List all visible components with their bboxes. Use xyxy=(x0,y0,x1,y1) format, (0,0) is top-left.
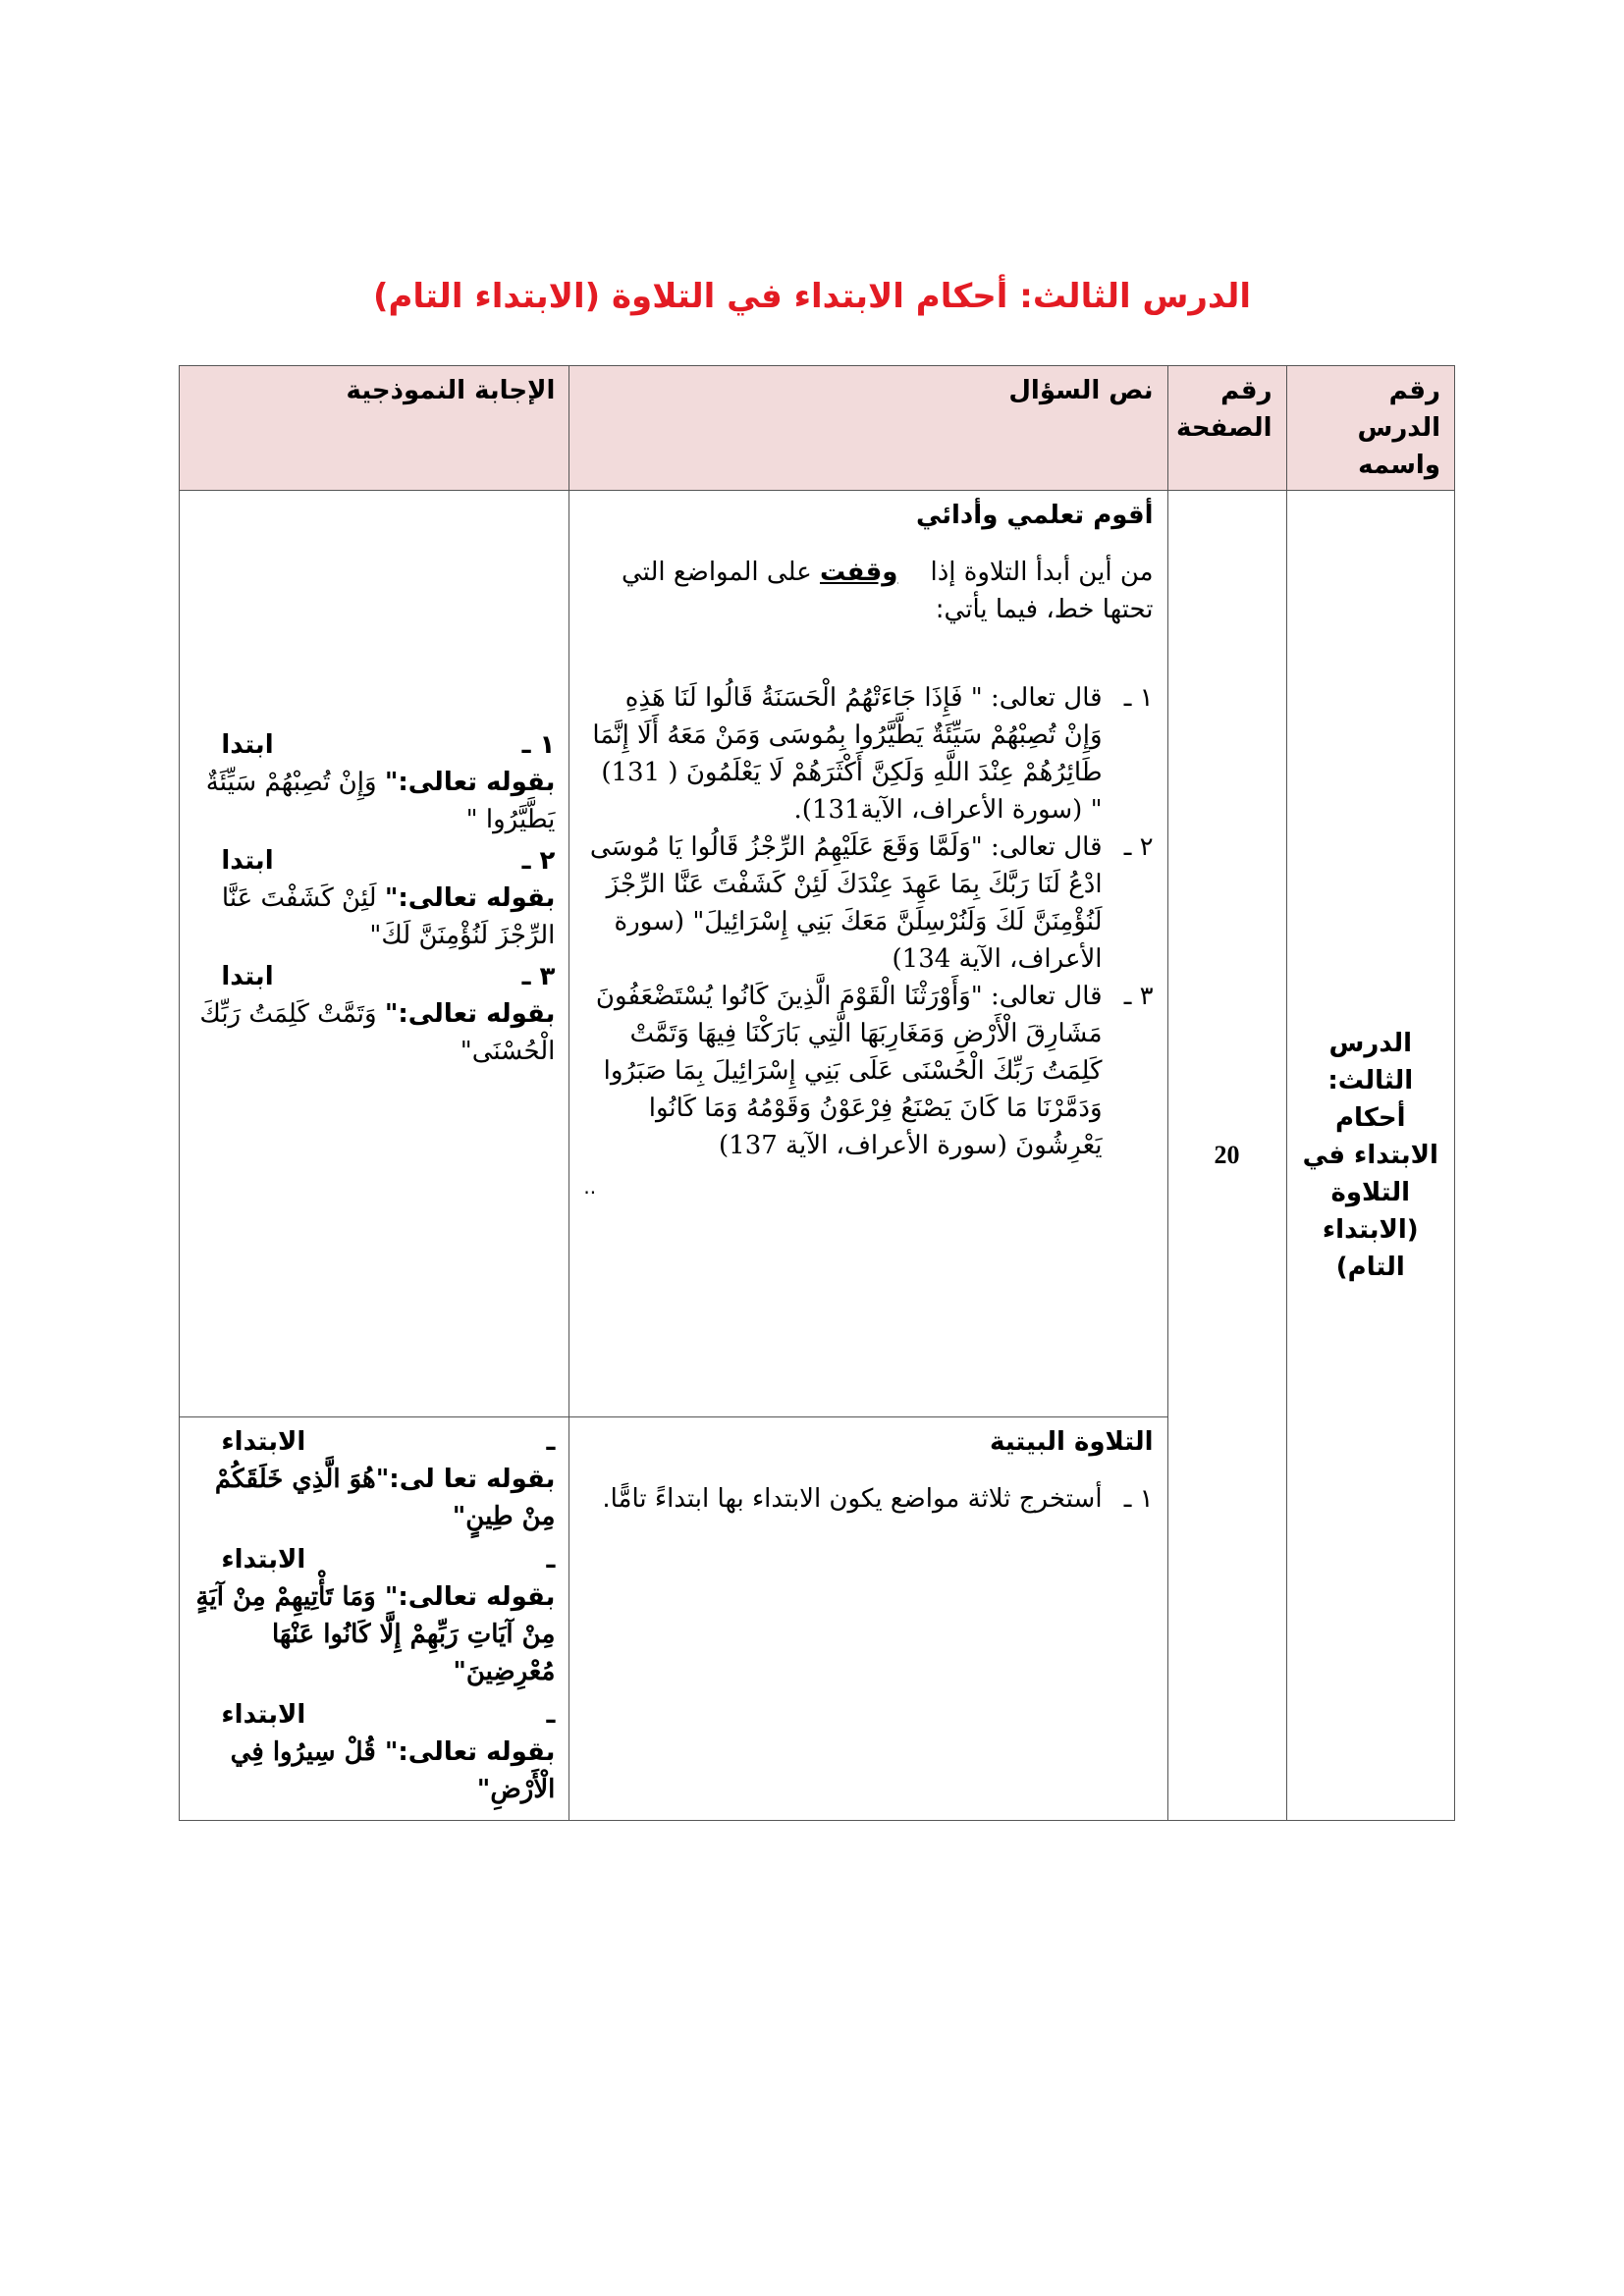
home-answer-item xyxy=(193,1696,555,1808)
intro-after: على المواضع التي تحتها خط، فيما يأتي: xyxy=(621,558,1154,624)
home-answer-item xyxy=(193,1541,555,1690)
answer-label: الابتداء xyxy=(221,1545,306,1575)
answer-number: ١ ـ xyxy=(521,730,556,760)
answer-text: قُلْ سِيرُوا فِي الْأَرْضِ" xyxy=(230,1737,556,1804)
question-text: أستخرج ثلاثة مواضع يكون الابتداء بها ابتداءً تامًّا. xyxy=(602,1484,1103,1514)
answer-prefix: بقوله تعالى:" xyxy=(384,883,556,913)
page-number-cell xyxy=(1167,491,1286,1821)
lesson-name: الدرس الثالث: أحكام الابتداء في التلاوة (الابتداء التام) xyxy=(1302,1029,1438,1282)
answer-label: ابتدا xyxy=(221,730,274,760)
answer-dash: ـ xyxy=(546,1427,556,1457)
assessment-answer-cell xyxy=(180,491,569,1417)
header-lesson: رقم الدرس واسمه xyxy=(1286,366,1454,491)
header-page: رقم الصفحة xyxy=(1167,366,1286,491)
lesson-table xyxy=(179,365,1455,1821)
question-item xyxy=(583,828,1153,978)
answer-dash: ـ xyxy=(546,1700,556,1730)
section-title-home: التلاوة البيتية xyxy=(990,1427,1154,1457)
answer-prefix: بقوله تعالى:" xyxy=(384,1582,556,1612)
intro-before: من أين أبدأ التلاوة إذا xyxy=(930,558,1154,587)
question-text: قال تعالى: " فَإِذَا جَاءَتْهُمُ الْحَسَنَةُ قَالُوا لَنَا هَذِهِ وَإِنْ تُصِبْهُمْ سَيِّئَةٌ يَطَّيَّرُوا بِمُوسَى وَمَنْ مَعَهُ أَلَا إِنَّمَا طَائِرُهُمْ عِنْدَ اللَّهِ وَلَكِنَّ أَكْثَرَهُمْ لَا يَعْلَمُونَ ( 131) " (سورة الأعراف، الآية131). xyxy=(592,683,1103,825)
assessment-question-cell xyxy=(569,491,1167,1417)
answer-label: ابتدا xyxy=(221,962,274,991)
answer-dash: ـ xyxy=(546,1545,556,1575)
home-question-cell xyxy=(569,1417,1167,1821)
question-item xyxy=(583,679,1153,828)
trailing-dots: .. xyxy=(583,1175,597,1199)
section-title-assessment: أقوم تعلمي وأدائي xyxy=(915,501,1154,530)
answer-prefix: بقوله تعالى:" xyxy=(384,999,556,1029)
question-text: قال تعالى: "وَأَوْرَثْنَا الْقَوْمَ الَّذِينَ كَانُوا يُسْتَضْعَفُونَ مَشَارِقَ الْأَرْضِ وَمَغَارِبَهَا الَّتِي بَارَكْنَا فِيهَا وَتَمَّتْ كَلِمَتُ رَبِّكَ الْحُسْنَى عَلَى بَنِي إِسْرَائِيلَ بِمَا صَبَرُوا وَدَمَّرْنَا مَا كَانَ يَصْنَعُ فِرْعَوْنُ وَقَوْمُهُ وَمَا كَانُوا يَعْرِشُونَ (سورة الأعراف، الآية 137) xyxy=(595,982,1103,1160)
answer-item xyxy=(193,726,555,838)
answer-text: وَتَمَّتْ كَلِمَتُ رَبِّكَ الْحُسْنَى" xyxy=(199,999,556,1066)
header-model-answer: الإجابة النموذجية xyxy=(180,366,569,491)
table-row-assessment xyxy=(180,491,1455,1417)
question-number: ٣ ـ xyxy=(1123,982,1154,1011)
home-question-item xyxy=(583,1480,1153,1518)
answer-prefix: بقوله تعالى:" xyxy=(384,768,556,797)
answer-prefix: بقوله تعالى:" xyxy=(384,1737,556,1767)
page-number: 20 xyxy=(1214,1141,1240,1169)
question-number: ٢ ـ xyxy=(1123,832,1154,862)
answer-prefix: بقوله تعا لى:" xyxy=(375,1465,556,1494)
home-answer-item xyxy=(193,1423,555,1535)
answer-label: الابتداء xyxy=(221,1427,306,1457)
answer-number: ٢ ـ xyxy=(521,846,556,876)
question-number: ١ ـ xyxy=(1123,1484,1154,1514)
header-question-text: نص السؤال xyxy=(569,366,1167,491)
answer-text: لَئِنْ كَشَفْتَ عَنَّا الرِّجْزَ لَنُؤْمِنَنَّ لَكَ" xyxy=(221,883,556,950)
answer-text: وَإِنْ تُصِبْهُمْ سَيِّئَةٌ يَطَّيَّرُوا " xyxy=(205,768,556,834)
table-header-row xyxy=(180,366,1455,491)
assessment-intro xyxy=(583,554,1153,628)
page-title: الدرس الثالث: أحكام الابتداء في التلاوة (الابتداء التام) xyxy=(372,277,1252,316)
question-text: قال تعالى: "وَلَمَّا وَقَعَ عَلَيْهِمُ الرِّجْزُ قَالُوا يَا مُوسَى ادْعُ لَنَا رَبَّكَ بِمَا عَهِدَ عِنْدَكَ لَئِنْ كَشَفْتَ عَنَّا الرِّجْزَ لَنُؤْمِنَنَّ لَكَ وَلَنُرْسِلَنَّ مَعَكَ بَنِي إِسْرَائِيلَ" (سورة الأعراف، الآية 134) xyxy=(589,832,1103,974)
lesson-name-cell xyxy=(1286,491,1454,1821)
answer-label: الابتداء xyxy=(221,1700,306,1730)
answer-label: ابتدا xyxy=(221,846,274,876)
question-number: ١ ـ xyxy=(1123,683,1154,713)
question-item xyxy=(583,978,1153,1164)
answer-number: ٣ ـ xyxy=(521,962,556,991)
answer-text: وَمَا تَأْتِيهِمْ مِنْ آيَةٍ مِنْ آيَاتِ رَبِّهِمْ إِلَّا كَانُوا عَنْهَا مُعْرِضِينَ" xyxy=(195,1582,556,1686)
home-answer-cell xyxy=(180,1417,569,1821)
answer-text: هُوَ الَّذِي خَلَقَكُمْ مِنْ طِينٍ" xyxy=(214,1465,556,1531)
intro-underlined-word: وقفت xyxy=(819,558,898,587)
answer-item xyxy=(193,842,555,954)
answer-item xyxy=(193,958,555,1070)
